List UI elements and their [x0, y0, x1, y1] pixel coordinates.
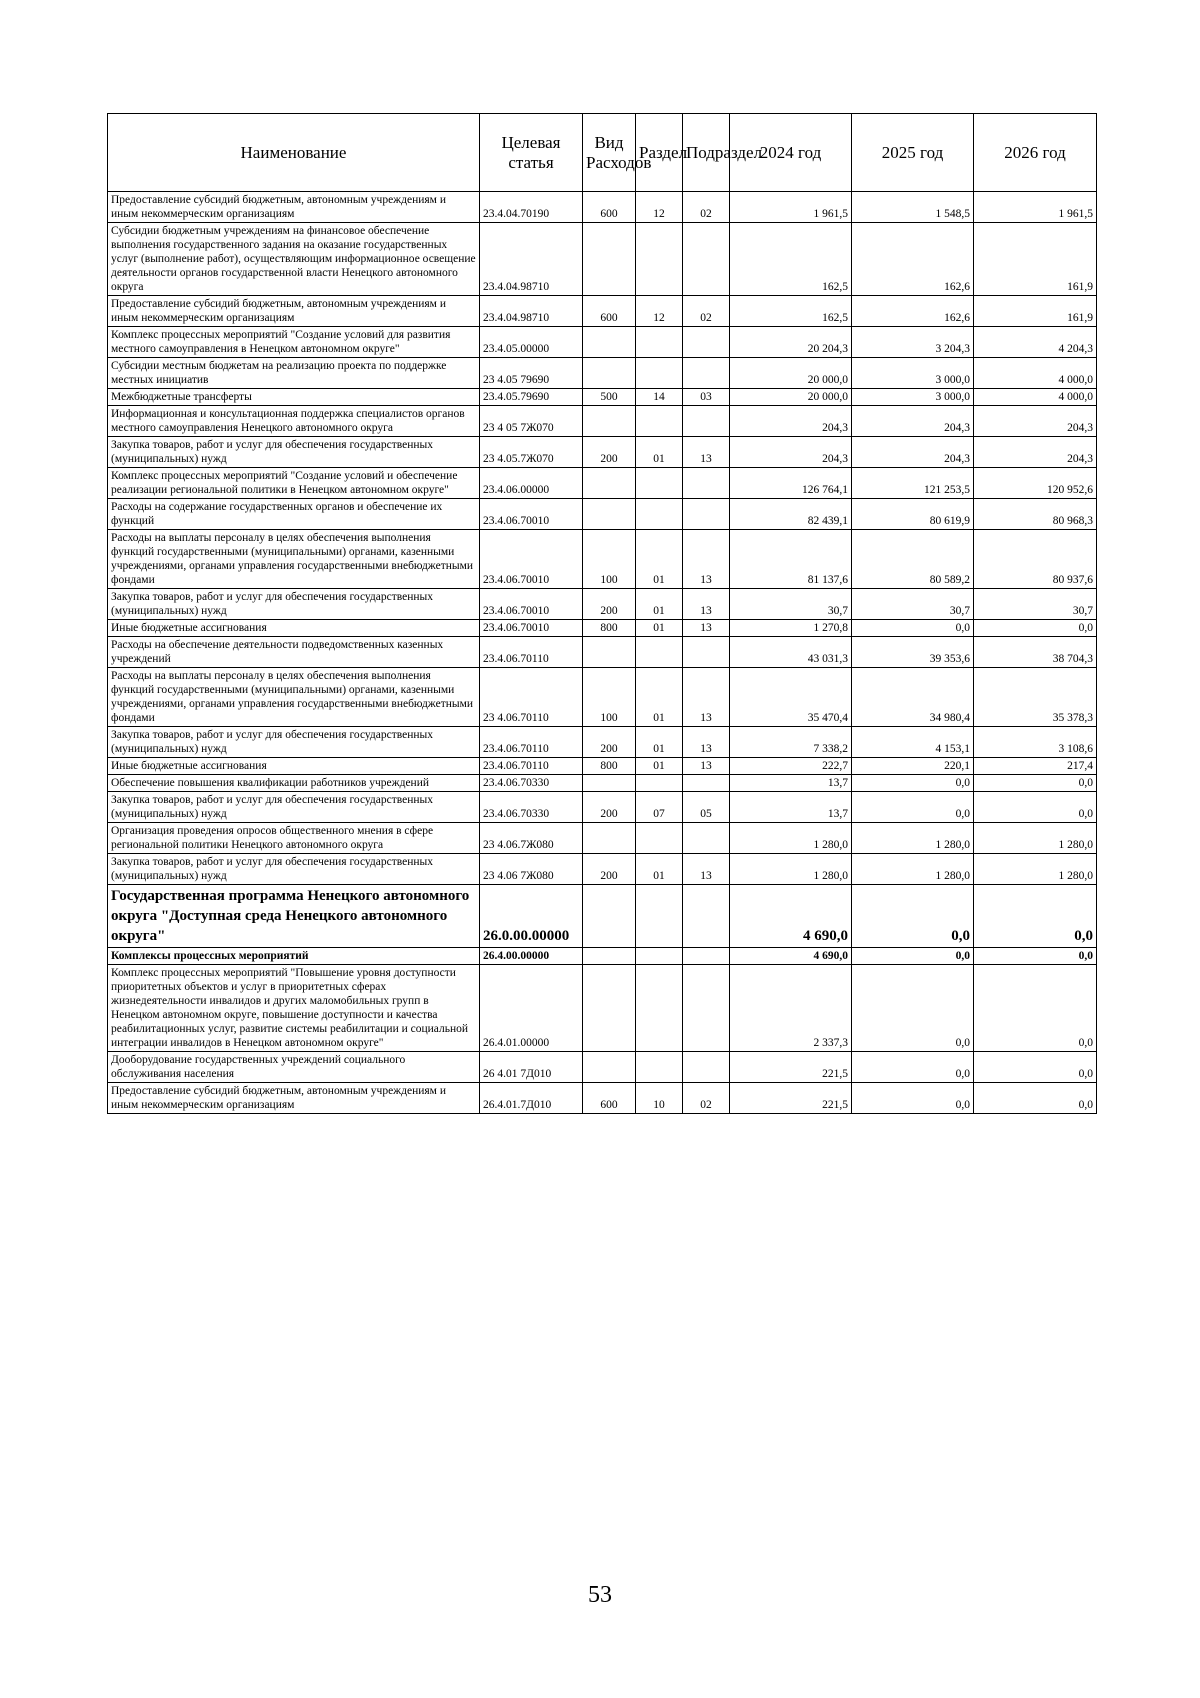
cell-expense-kind — [583, 775, 636, 792]
cell-2026: 1 280,0 — [974, 823, 1097, 854]
cell-2025: 121 253,5 — [852, 468, 974, 499]
cell-2025: 0,0 — [852, 948, 974, 965]
cell-name: Межбюджетные трансферты — [108, 389, 480, 406]
cell-subsection: 02 — [683, 1083, 730, 1114]
cell-2025: 1 548,5 — [852, 192, 974, 223]
cell-expense-kind — [583, 406, 636, 437]
cell-2025: 0,0 — [852, 792, 974, 823]
table-row — [108, 620, 1097, 637]
cell-subsection — [683, 965, 730, 1052]
cell-2024: 13,7 — [730, 775, 852, 792]
cell-2024: 162,5 — [730, 223, 852, 296]
cell-section — [636, 358, 683, 389]
cell-target-article: 23.4.06.70110 — [480, 727, 583, 758]
table-row — [108, 296, 1097, 327]
table-row — [108, 530, 1097, 589]
cell-target-article: 26.4.00.00000 — [480, 948, 583, 965]
cell-target-article: 23 4.05 79690 — [480, 358, 583, 389]
cell-subsection — [683, 885, 730, 948]
cell-subsection — [683, 948, 730, 965]
cell-target-article: 23.4.04.70190 — [480, 192, 583, 223]
cell-expense-kind: 800 — [583, 620, 636, 637]
cell-name: Закупка товаров, работ и услуг для обеспечения государственных (муниципальных) нужд — [108, 589, 480, 620]
table-row — [108, 792, 1097, 823]
table-row — [108, 192, 1097, 223]
cell-subsection: 02 — [683, 296, 730, 327]
cell-expense-kind — [583, 327, 636, 358]
cell-2025: 0,0 — [852, 620, 974, 637]
cell-name: Закупка товаров, работ и услуг для обеспечения государственных (муниципальных) нужд — [108, 854, 480, 885]
cell-expense-kind: 800 — [583, 758, 636, 775]
header-2025: 2025 год — [852, 114, 974, 192]
table-row — [108, 468, 1097, 499]
cell-subsection: 13 — [683, 727, 730, 758]
cell-target-article: 23.4.06.70010 — [480, 499, 583, 530]
cell-target-article: 23.4.05.79690 — [480, 389, 583, 406]
cell-2024: 43 031,3 — [730, 637, 852, 668]
cell-2026: 4 204,3 — [974, 327, 1097, 358]
cell-target-article: 26.0.00.00000 — [480, 885, 583, 948]
table-row — [108, 965, 1097, 1052]
cell-2025: 204,3 — [852, 437, 974, 468]
cell-section — [636, 948, 683, 965]
cell-section — [636, 965, 683, 1052]
table-row — [108, 758, 1097, 775]
cell-name: Расходы на содержание государственных органов и обеспечение их функций — [108, 499, 480, 530]
cell-expense-kind — [583, 948, 636, 965]
cell-section — [636, 468, 683, 499]
cell-subsection: 02 — [683, 192, 730, 223]
cell-subsection: 13 — [683, 854, 730, 885]
cell-target-article: 23.4.06.70110 — [480, 758, 583, 775]
header-target-article: Целевая статья — [480, 114, 583, 192]
table-row — [108, 727, 1097, 758]
cell-section — [636, 1052, 683, 1083]
cell-2026: 0,0 — [974, 948, 1097, 965]
cell-name: Иные бюджетные ассигнования — [108, 620, 480, 637]
cell-section — [636, 823, 683, 854]
cell-expense-kind: 200 — [583, 589, 636, 620]
cell-2026: 1 280,0 — [974, 854, 1097, 885]
cell-2026: 161,9 — [974, 223, 1097, 296]
cell-2026: 204,3 — [974, 437, 1097, 468]
cell-2024: 1 961,5 — [730, 192, 852, 223]
cell-subsection — [683, 468, 730, 499]
cell-target-article: 23 4.06.70110 — [480, 668, 583, 727]
table-row — [108, 823, 1097, 854]
cell-2024: 7 338,2 — [730, 727, 852, 758]
header-2026: 2026 год — [974, 114, 1097, 192]
cell-2026: 0,0 — [974, 775, 1097, 792]
table-row — [108, 406, 1097, 437]
cell-name: Иные бюджетные ассигнования — [108, 758, 480, 775]
table-row — [108, 358, 1097, 389]
table-row — [108, 1052, 1097, 1083]
cell-2025: 80 619,9 — [852, 499, 974, 530]
cell-name: Государственная программа Ненецкого автономного округа "Доступная среда Ненецкого автономного округа" — [108, 885, 480, 948]
table-row — [108, 885, 1097, 948]
cell-2024: 204,3 — [730, 406, 852, 437]
cell-expense-kind: 600 — [583, 192, 636, 223]
cell-name: Закупка товаров, работ и услуг для обеспечения государственных (муниципальных) нужд — [108, 727, 480, 758]
cell-expense-kind — [583, 223, 636, 296]
cell-expense-kind — [583, 468, 636, 499]
cell-2026: 4 000,0 — [974, 358, 1097, 389]
cell-2026: 35 378,3 — [974, 668, 1097, 727]
cell-2026: 0,0 — [974, 792, 1097, 823]
cell-2024: 82 439,1 — [730, 499, 852, 530]
cell-section: 01 — [636, 854, 683, 885]
cell-subsection — [683, 327, 730, 358]
header-2024: 2024 год — [730, 114, 852, 192]
cell-expense-kind: 200 — [583, 854, 636, 885]
cell-section: 01 — [636, 620, 683, 637]
table-row — [108, 327, 1097, 358]
cell-expense-kind: 100 — [583, 530, 636, 589]
cell-expense-kind: 200 — [583, 792, 636, 823]
cell-name: Расходы на выплаты персоналу в целях обеспечения выполнения функций государственными (муниципальными) органами, казенными учреждениями, органами управления государственными внебюджетными фондами — [108, 668, 480, 727]
cell-2026: 30,7 — [974, 589, 1097, 620]
table-row — [108, 589, 1097, 620]
cell-name: Предоставление субсидий бюджетным, автономным учреждениям и иным некоммерческим организациям — [108, 1083, 480, 1114]
cell-expense-kind — [583, 823, 636, 854]
cell-name: Дооборудование государственных учреждений социального обслуживания населения — [108, 1052, 480, 1083]
cell-target-article: 26.4.01.7Д010 — [480, 1083, 583, 1114]
header-section: Раздел — [636, 114, 683, 192]
cell-2026: 80 937,6 — [974, 530, 1097, 589]
cell-subsection — [683, 223, 730, 296]
cell-2025: 0,0 — [852, 1083, 974, 1114]
cell-2026: 204,3 — [974, 406, 1097, 437]
cell-2024: 126 764,1 — [730, 468, 852, 499]
cell-expense-kind: 200 — [583, 437, 636, 468]
budget-table — [107, 113, 1097, 1114]
cell-2024: 4 690,0 — [730, 885, 852, 948]
cell-name: Закупка товаров, работ и услуг для обеспечения государственных (муниципальных) нужд — [108, 437, 480, 468]
cell-2024: 35 470,4 — [730, 668, 852, 727]
cell-subsection: 03 — [683, 389, 730, 406]
cell-2024: 20 000,0 — [730, 358, 852, 389]
cell-2026: 161,9 — [974, 296, 1097, 327]
cell-target-article: 23.4.06.70010 — [480, 620, 583, 637]
cell-2024: 81 137,6 — [730, 530, 852, 589]
cell-expense-kind: 500 — [583, 389, 636, 406]
cell-2025: 0,0 — [852, 885, 974, 948]
header-subsection: Подраздел — [683, 114, 730, 192]
cell-section — [636, 775, 683, 792]
cell-subsection — [683, 358, 730, 389]
cell-expense-kind — [583, 1052, 636, 1083]
header-expense-kind: Вид Расходов — [583, 114, 636, 192]
cell-2025: 1 280,0 — [852, 823, 974, 854]
cell-2026: 38 704,3 — [974, 637, 1097, 668]
cell-section — [636, 499, 683, 530]
cell-section — [636, 327, 683, 358]
cell-name: Субсидии местным бюджетам на реализацию проекта по поддержке местных инициатив — [108, 358, 480, 389]
cell-subsection: 13 — [683, 758, 730, 775]
table-row — [108, 1083, 1097, 1114]
cell-subsection — [683, 823, 730, 854]
cell-2025: 3 000,0 — [852, 389, 974, 406]
cell-2025: 80 589,2 — [852, 530, 974, 589]
cell-subsection: 05 — [683, 792, 730, 823]
cell-section — [636, 223, 683, 296]
cell-subsection: 13 — [683, 620, 730, 637]
cell-target-article: 23.4.06.70330 — [480, 792, 583, 823]
cell-name: Информационная и консультационная поддержка специалистов органов местного самоуправления Ненецкого автономного округа — [108, 406, 480, 437]
cell-2026: 0,0 — [974, 965, 1097, 1052]
cell-name: Предоставление субсидий бюджетным, автономным учреждениям и иным некоммерческим организациям — [108, 296, 480, 327]
cell-2025: 34 980,4 — [852, 668, 974, 727]
cell-target-article: 23 4.06.7Ж080 — [480, 823, 583, 854]
cell-target-article: 23.4.04.98710 — [480, 296, 583, 327]
cell-section: 01 — [636, 530, 683, 589]
cell-2024: 222,7 — [730, 758, 852, 775]
cell-subsection — [683, 637, 730, 668]
table-row — [108, 223, 1097, 296]
cell-expense-kind: 100 — [583, 668, 636, 727]
cell-2025: 162,6 — [852, 296, 974, 327]
cell-2024: 4 690,0 — [730, 948, 852, 965]
cell-expense-kind — [583, 965, 636, 1052]
cell-2024: 221,5 — [730, 1083, 852, 1114]
cell-section: 01 — [636, 758, 683, 775]
cell-2025: 162,6 — [852, 223, 974, 296]
cell-target-article: 23.4.06.70010 — [480, 589, 583, 620]
cell-2024: 204,3 — [730, 437, 852, 468]
table-row — [108, 775, 1097, 792]
cell-2024: 221,5 — [730, 1052, 852, 1083]
cell-name: Обеспечение повышения квалификации работников учреждений — [108, 775, 480, 792]
table-row — [108, 389, 1097, 406]
cell-2026: 3 108,6 — [974, 727, 1097, 758]
cell-target-article: 23.4.05.00000 — [480, 327, 583, 358]
cell-expense-kind — [583, 637, 636, 668]
cell-section — [636, 637, 683, 668]
cell-2026: 0,0 — [974, 885, 1097, 948]
cell-2026: 120 952,6 — [974, 468, 1097, 499]
cell-2025: 204,3 — [852, 406, 974, 437]
table-row — [108, 637, 1097, 668]
cell-expense-kind — [583, 885, 636, 948]
page-number: 53 — [588, 1582, 612, 1608]
cell-2024: 30,7 — [730, 589, 852, 620]
table-body — [108, 192, 1097, 1114]
cell-2025: 0,0 — [852, 965, 974, 1052]
cell-section: 01 — [636, 668, 683, 727]
cell-subsection: 13 — [683, 668, 730, 727]
cell-name: Комплекс процессных мероприятий "Создание условий для развития местного самоуправления в Ненецком автономном округе" — [108, 327, 480, 358]
cell-section: 12 — [636, 296, 683, 327]
cell-2026: 0,0 — [974, 1083, 1097, 1114]
cell-expense-kind: 200 — [583, 727, 636, 758]
cell-name: Закупка товаров, работ и услуг для обеспечения государственных (муниципальных) нужд — [108, 792, 480, 823]
cell-2026: 0,0 — [974, 620, 1097, 637]
cell-2026: 217,4 — [974, 758, 1097, 775]
cell-2024: 1 280,0 — [730, 854, 852, 885]
cell-target-article: 26 4.01 7Д010 — [480, 1052, 583, 1083]
cell-2024: 20 204,3 — [730, 327, 852, 358]
cell-subsection: 13 — [683, 437, 730, 468]
cell-2026: 80 968,3 — [974, 499, 1097, 530]
cell-section: 01 — [636, 437, 683, 468]
cell-2024: 1 270,8 — [730, 620, 852, 637]
cell-2024: 162,5 — [730, 296, 852, 327]
cell-expense-kind: 600 — [583, 296, 636, 327]
cell-section — [636, 406, 683, 437]
table-row — [108, 948, 1097, 965]
header-name: Наименование — [108, 114, 480, 192]
cell-2024: 13,7 — [730, 792, 852, 823]
cell-target-article: 23 4.06 7Ж080 — [480, 854, 583, 885]
cell-2025: 0,0 — [852, 1052, 974, 1083]
cell-2025: 220,1 — [852, 758, 974, 775]
table-row — [108, 437, 1097, 468]
cell-section: 01 — [636, 589, 683, 620]
cell-section: 10 — [636, 1083, 683, 1114]
cell-2025: 30,7 — [852, 589, 974, 620]
cell-2026: 1 961,5 — [974, 192, 1097, 223]
cell-subsection — [683, 499, 730, 530]
cell-name: Расходы на обеспечение деятельности подведомственных казенных учреждений — [108, 637, 480, 668]
cell-name: Расходы на выплаты персоналу в целях обеспечения выполнения функций государственными (муниципальными) органами, казенными учреждениями, органами управления государственными внебюджетными фондами — [108, 530, 480, 589]
cell-section: 12 — [636, 192, 683, 223]
cell-target-article: 23.4.06.00000 — [480, 468, 583, 499]
cell-2025: 3 204,3 — [852, 327, 974, 358]
cell-2025: 0,0 — [852, 775, 974, 792]
cell-2025: 39 353,6 — [852, 637, 974, 668]
cell-expense-kind: 600 — [583, 1083, 636, 1114]
cell-subsection: 13 — [683, 589, 730, 620]
cell-2026: 0,0 — [974, 1052, 1097, 1083]
cell-subsection — [683, 406, 730, 437]
cell-subsection — [683, 775, 730, 792]
cell-target-article: 23.4.06.70110 — [480, 637, 583, 668]
cell-2025: 3 000,0 — [852, 358, 974, 389]
cell-name: Предоставление субсидий бюджетным, автономным учреждениям и иным некоммерческим организациям — [108, 192, 480, 223]
cell-2024: 20 000,0 — [730, 389, 852, 406]
cell-2025: 1 280,0 — [852, 854, 974, 885]
cell-expense-kind — [583, 499, 636, 530]
cell-target-article: 23.4.04.98710 — [480, 223, 583, 296]
cell-name: Комплексы процессных мероприятий — [108, 948, 480, 965]
cell-name: Организация проведения опросов общественного мнения в сфере региональной политики Ненецкого автономного округа — [108, 823, 480, 854]
cell-2024: 2 337,3 — [730, 965, 852, 1052]
cell-section: 01 — [636, 727, 683, 758]
cell-subsection — [683, 1052, 730, 1083]
cell-name: Субсидии бюджетным учреждениям на финансовое обеспечение выполнения государственного задания на оказание государственных услуг (выполнение работ), осуществляющим информационное освещение деятельности органов государственной власти Ненецкого автономного округа — [108, 223, 480, 296]
cell-name: Комплекс процессных мероприятий "Повышение уровня доступности приоритетных объектов и услуг в приоритетных сферах жизнедеятельности инвалидов и других маломобильных групп в Ненецком автономном округе, повышение доступности и качества реабилитационных услуг, развитие системы реабилитации и социальной интеграции инвалидов в Ненецком автономном округе" — [108, 965, 480, 1052]
cell-2025: 4 153,1 — [852, 727, 974, 758]
cell-section: 14 — [636, 389, 683, 406]
table-row — [108, 499, 1097, 530]
cell-target-article: 23 4 05 7Ж070 — [480, 406, 583, 437]
table-row — [108, 668, 1097, 727]
cell-target-article: 26.4.01.00000 — [480, 965, 583, 1052]
cell-2024: 1 280,0 — [730, 823, 852, 854]
cell-expense-kind — [583, 358, 636, 389]
cell-section — [636, 885, 683, 948]
cell-target-article: 23.4.06.70010 — [480, 530, 583, 589]
cell-subsection: 13 — [683, 530, 730, 589]
cell-name: Комплекс процессных мероприятий "Создание условий и обеспечение реализации региональной политики в Ненецком автономном округе" — [108, 468, 480, 499]
cell-2026: 4 000,0 — [974, 389, 1097, 406]
cell-section: 07 — [636, 792, 683, 823]
cell-target-article: 23 4.05.7Ж070 — [480, 437, 583, 468]
table-header-row — [108, 114, 1097, 192]
table-row — [108, 854, 1097, 885]
cell-target-article: 23.4.06.70330 — [480, 775, 583, 792]
